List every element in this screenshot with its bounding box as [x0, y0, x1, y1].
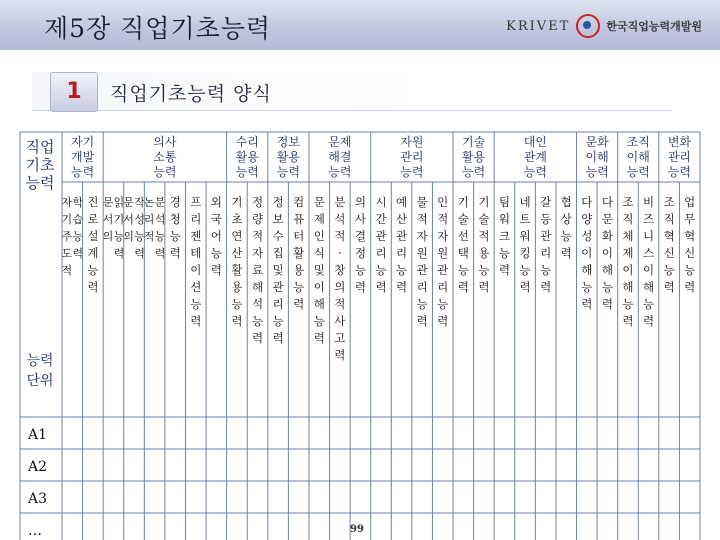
sub-header-char: 등: [540, 212, 552, 226]
sub-header-char: 능: [354, 263, 366, 277]
group-header-label: 기술: [462, 135, 486, 149]
sub-header-char: 용: [478, 246, 490, 260]
sub-header-char: 팀: [498, 195, 511, 209]
sub-header-char: 자: [61, 196, 73, 209]
sub-header-char: 조: [622, 195, 634, 209]
sub-header-char: 능: [272, 314, 284, 328]
group-header-label: 소통: [153, 150, 177, 164]
sub-header-label: [61, 195, 72, 277]
sub-header-char: 용: [231, 280, 243, 294]
sub-header-char: 워: [498, 212, 511, 226]
group-header-label: 능력: [70, 165, 95, 179]
sub-header-label: [273, 195, 285, 345]
sub-header-char: 능: [210, 246, 222, 260]
group-header-label: 활용: [462, 150, 486, 164]
sub-header-char: 력: [354, 280, 366, 294]
group-header-label: 문제: [328, 135, 352, 149]
group-header-label: 관리: [667, 150, 692, 164]
sub-header-char: 관: [375, 229, 387, 243]
sub-header-char: 력: [540, 280, 552, 294]
sub-header-char: 력: [87, 280, 99, 294]
sub-header-char: 청: [169, 212, 181, 226]
sub-header-char: 프: [190, 195, 202, 209]
sub-header-char: 리: [272, 297, 284, 311]
group-header-label: 능력: [153, 165, 177, 179]
sub-header-char: 자: [437, 229, 449, 243]
sub-header-char: 능: [293, 280, 305, 294]
sub-header-char: 석: [154, 213, 166, 226]
sub-header-char: 즈: [642, 212, 655, 226]
sub-header-char: 시: [375, 195, 387, 209]
sub-header-label: [602, 195, 614, 311]
group-header-label: 능력: [462, 165, 486, 179]
sub-header-char: 리: [396, 246, 408, 260]
sub-header-char: 능: [540, 263, 552, 277]
sub-header-char: 능: [231, 297, 243, 311]
sub-header-char: 력: [498, 263, 511, 277]
sub-header-char: 이: [313, 280, 325, 294]
sub-header-char: ·: [338, 246, 342, 260]
group-header-label: 자원: [400, 135, 424, 149]
group-header-label: 정보: [276, 135, 300, 149]
sub-header-char: 국: [210, 212, 222, 226]
group-header-label: 능력: [276, 165, 300, 179]
sub-header-char: 사: [354, 212, 366, 226]
group-header-label: 의사: [153, 135, 177, 149]
group-header-label: 해결: [328, 150, 352, 164]
sub-header-char: 력: [478, 280, 490, 294]
sub-header-char: 적: [416, 212, 428, 226]
sub-header-char: 능: [622, 297, 634, 311]
row-label: A3: [28, 491, 48, 507]
sub-header-char: 초: [231, 212, 243, 226]
sub-header-char: 성: [581, 229, 593, 243]
sub-header-char: 예: [396, 195, 408, 209]
sub-header-char: 능: [154, 230, 166, 243]
sub-header-char: 분: [334, 195, 346, 209]
sub-header-char: 인: [437, 195, 449, 209]
sub-header-char: 관: [416, 263, 428, 277]
sub-header-char: 력: [210, 263, 222, 277]
group-header-label: 능력: [585, 165, 609, 179]
sub-header-char: 력: [293, 297, 305, 311]
sub-header-char: 집: [272, 246, 284, 260]
sub-header-char: 적: [143, 230, 155, 243]
sub-header-char: 스: [642, 246, 655, 260]
group-header-label: 활용: [276, 150, 300, 164]
krivet-logo: [506, 10, 702, 42]
group-header-label: 능력: [667, 165, 692, 179]
sub-header-char: 능: [251, 314, 264, 328]
competency-table: [0, 130, 720, 539]
sub-header-char: 습: [72, 213, 84, 226]
sub-header-char: 관: [437, 263, 449, 277]
group-header-label: 자기: [70, 135, 95, 149]
sub-header-char: 력: [519, 280, 531, 294]
sub-header-label: [499, 195, 510, 277]
sub-header-char: 해: [642, 280, 655, 294]
section-title: 직업기초능력 양식: [110, 83, 272, 105]
sub-header-char: 니: [642, 229, 655, 243]
sub-header-char: 능: [87, 263, 99, 277]
sub-header-char: 력: [396, 280, 408, 294]
sub-header-char: 터: [293, 229, 305, 243]
sub-header-char: 경: [169, 195, 181, 209]
sub-header-char: 결: [354, 229, 366, 243]
sub-header-char: 능: [684, 263, 696, 277]
table-background: [20, 132, 700, 540]
sub-header-label: [581, 195, 593, 311]
sub-header-char: 기: [457, 195, 469, 209]
sub-header-char: 능: [113, 230, 125, 243]
sub-header-char: 설: [87, 229, 99, 243]
sub-header-char: 로: [87, 212, 99, 226]
sub-header-char: 능: [169, 229, 181, 243]
sub-header-char: 물: [416, 195, 428, 209]
sub-header-char: 문: [313, 195, 325, 209]
sub-header-char: 력: [231, 314, 243, 328]
sub-header-char: 기: [231, 195, 243, 209]
sub-header-label: [293, 195, 305, 311]
sub-header-char: 창: [334, 263, 346, 277]
sub-header-char: 수: [272, 229, 284, 243]
sub-header-char: 활: [293, 246, 305, 260]
sub-header-char: 력: [560, 246, 572, 260]
sub-header-char: 능: [134, 230, 145, 243]
sub-header-char: 이: [581, 246, 593, 260]
sub-header-char: 원: [416, 246, 428, 260]
corner-top-label: 직업: [25, 138, 55, 156]
sub-header-label: [144, 196, 155, 243]
sub-header-char: 조: [663, 195, 675, 209]
sub-header-char: 력: [375, 280, 387, 294]
sub-header-char: 해: [313, 297, 325, 311]
sub-header-char: 문: [601, 212, 613, 226]
sub-header-char: 자: [416, 229, 428, 243]
sub-header-char: 의: [354, 195, 366, 209]
corner-top-label: 기초: [25, 156, 55, 174]
sub-header-char: 력: [251, 331, 264, 345]
sub-header-char: 의: [334, 280, 346, 294]
sub-header-char: 고: [334, 331, 346, 345]
sub-header-char: 력: [416, 314, 428, 328]
sub-header-char: 이: [642, 263, 655, 277]
sub-header-char: 다: [601, 195, 613, 209]
sub-header-char: 력: [154, 247, 166, 260]
sub-header-char: 혁: [663, 229, 675, 243]
sub-header-char: 혁: [684, 229, 696, 243]
slide-header: [0, 0, 720, 50]
group-header-label: 변화: [667, 135, 692, 149]
sub-header-char: 테: [190, 246, 202, 260]
sub-header-char: 력: [313, 331, 325, 345]
sub-header-char: 능: [601, 280, 613, 294]
sub-header-char: 제: [313, 212, 325, 226]
sub-header-char: 연: [231, 229, 243, 243]
sub-header-char: 협: [560, 195, 572, 209]
sub-header-char: 이: [622, 263, 634, 277]
sub-header-char: 선: [457, 229, 469, 243]
slide-title: 제5장 직업기초능력: [44, 14, 272, 43]
group-header-label: 조직: [626, 135, 650, 149]
section-number: 1: [50, 72, 98, 112]
sub-header-char: 력: [581, 297, 593, 311]
row-label: A1: [28, 427, 48, 443]
sub-header-char: 직: [622, 212, 634, 226]
sub-header-char: 퓨: [293, 212, 305, 226]
sub-header-char: 계: [87, 246, 99, 260]
sub-header-char: 신: [663, 246, 675, 260]
sub-header-char: 석: [334, 212, 346, 226]
group-header-label: 이해: [626, 150, 650, 164]
sub-header-char: 택: [457, 246, 469, 260]
corner-bottom-label: 단위: [26, 373, 54, 389]
sub-header-char: 사: [334, 314, 346, 328]
sub-header-char: 력: [642, 314, 655, 328]
sub-header-label: [123, 196, 134, 243]
sub-header-char: 문: [123, 196, 134, 209]
sub-header-char: 도: [61, 247, 73, 260]
sub-header-char: 진: [87, 195, 99, 209]
sub-header-char: 기: [61, 213, 73, 226]
sub-header-char: 분: [154, 196, 166, 209]
sub-header-char: 읽: [113, 196, 125, 209]
group-header-label: 이해: [585, 150, 609, 164]
sub-header-char: 기: [113, 213, 125, 226]
sub-header-char: 용: [293, 263, 305, 277]
page-number: 99: [350, 524, 364, 535]
sub-header-char: 능: [642, 297, 655, 311]
group-header-label: 개발: [70, 150, 95, 164]
sub-header-char: 학: [72, 196, 84, 209]
sub-header-char: 식: [313, 246, 325, 260]
sub-header-char: 관: [272, 280, 284, 294]
group-header-label: 문화: [585, 135, 609, 149]
sub-header-char: 제: [622, 246, 634, 260]
sub-header-char: 해: [251, 280, 264, 294]
sub-header-char: 서: [123, 213, 134, 226]
group-header-label: 능력: [235, 165, 259, 179]
sub-header-char: 석: [251, 297, 264, 311]
sub-header-char: 정: [272, 195, 284, 209]
sub-header-char: 적: [437, 212, 449, 226]
group-header-label: 활용: [235, 150, 259, 164]
logo-mark-icon: [576, 14, 600, 38]
sub-header-char: 력: [663, 280, 675, 294]
sub-header-char: 력: [72, 247, 84, 260]
sub-header-char: 력: [684, 280, 696, 294]
sub-header-label: [252, 195, 264, 345]
sub-header-char: 력: [622, 314, 634, 328]
sub-header-char: 의: [123, 230, 134, 243]
sub-header-char: 능: [416, 297, 428, 311]
sub-header-char: 능: [663, 263, 675, 277]
sub-header-char: 리: [416, 280, 428, 294]
logo-latin-text: KRIVET: [506, 18, 571, 34]
sub-header-char: 리: [143, 213, 155, 226]
corner-top-label: 능력: [25, 174, 55, 192]
sub-header-char: 능: [478, 263, 490, 277]
group-header-label: 수리: [235, 135, 259, 149]
row-label: A2: [28, 459, 48, 475]
sub-header-char: 워: [519, 229, 531, 243]
sub-header-char: 력: [134, 247, 145, 260]
sub-header-char: 해: [581, 263, 593, 277]
sub-header-char: 산: [396, 212, 408, 226]
sub-header-char: 보: [272, 212, 284, 226]
sub-header-char: 능: [457, 263, 469, 277]
group-header-label: 대인: [523, 135, 547, 149]
sub-header-char: 능: [313, 314, 325, 328]
sub-header-char: 능: [190, 297, 202, 311]
sub-header-char: 직: [663, 212, 675, 226]
sub-header-char: 능: [396, 263, 408, 277]
sub-header-char: 료: [251, 263, 264, 277]
group-header-label: 능력: [626, 165, 650, 179]
sub-header-label: [211, 195, 222, 277]
sub-header-char: 문: [102, 196, 114, 209]
sub-header-char: 리: [437, 280, 449, 294]
sub-header-char: 다: [581, 195, 593, 209]
sub-header-char: 원: [437, 246, 449, 260]
sub-header-char: 능: [375, 263, 387, 277]
sub-header-char: 능: [72, 230, 84, 243]
sub-header-char: 젠: [190, 229, 202, 243]
sub-header-char: 술: [457, 212, 469, 226]
group-header-label: 능력: [328, 165, 352, 179]
sub-header-char: 능: [581, 280, 593, 294]
sub-header-char: 리: [375, 246, 387, 260]
sub-header-char: 네: [519, 195, 531, 209]
sub-header-label: [314, 195, 325, 345]
sub-header-label: [103, 196, 114, 243]
sub-header-char: 인: [313, 229, 325, 243]
sub-header-char: 관: [540, 229, 552, 243]
group-header-label: 관계: [523, 150, 547, 164]
sub-header-char: 력: [437, 314, 449, 328]
sub-header-char: 량: [251, 212, 264, 226]
sub-header-char: 크: [498, 229, 511, 243]
sub-header-char: 력: [601, 297, 613, 311]
sub-header-char: 체: [622, 229, 634, 243]
sub-header-char: 및: [272, 263, 284, 277]
sub-header-char: 리: [190, 212, 202, 226]
sub-header-char: 비: [642, 195, 655, 209]
group-header-label: 능력: [400, 165, 424, 179]
sub-header-char: 간: [375, 212, 387, 226]
group-header-label: 관리: [400, 150, 424, 164]
sub-header-char: 능: [560, 229, 572, 243]
sub-header-char: 및: [313, 263, 325, 277]
sub-header-char: 상: [560, 212, 572, 226]
logo-korean-text: 한국직업능력개발원: [606, 20, 702, 33]
sub-header-char: 킹: [519, 246, 531, 260]
sub-header-char: 정: [354, 246, 366, 260]
sub-header-char: 트: [519, 212, 531, 226]
sub-header-char: 화: [601, 229, 613, 243]
sub-header-char: 이: [601, 246, 613, 260]
sub-header-char: 관: [396, 229, 408, 243]
sub-header-char: 적: [334, 229, 346, 243]
sub-header-char: 무: [684, 212, 696, 226]
sub-header-char: 력: [272, 331, 284, 345]
sub-header-char: 외: [210, 195, 222, 209]
sub-header-char: 갈: [540, 195, 552, 209]
group-header-label: 능력: [523, 165, 547, 179]
sub-header-char: 적: [478, 229, 490, 243]
sub-header-char: 산: [231, 246, 243, 260]
sub-header-char: 해: [601, 263, 613, 277]
sub-header-char: 기: [478, 195, 490, 209]
sub-header-char: 어: [210, 229, 222, 243]
sub-header-char: 해: [622, 280, 634, 294]
sub-header-char: 업: [684, 195, 696, 209]
sub-header-char: 술: [478, 212, 490, 226]
sub-header-char: 적: [334, 297, 346, 311]
sub-header-char: 컴: [293, 195, 305, 209]
row-label: …: [28, 523, 42, 539]
sub-header-char: 정: [251, 195, 264, 209]
sub-header-char: 적: [251, 229, 264, 243]
sub-header-char: 력: [457, 280, 469, 294]
sub-header-char: 양: [581, 212, 593, 226]
sub-header-char: 력: [113, 247, 125, 260]
sub-header-char: 력: [190, 314, 202, 328]
sub-header-char: 활: [231, 263, 243, 277]
sub-header-char: 능: [519, 263, 531, 277]
sub-header-char: 력: [169, 246, 181, 260]
sub-header-char: 의: [102, 230, 114, 243]
corner-bottom-label: 능력: [26, 353, 54, 369]
sub-header-char: 션: [190, 280, 202, 294]
sub-header-char: 신: [684, 246, 696, 260]
sub-header-char: 성: [134, 213, 145, 226]
sub-header-char: 자: [251, 246, 264, 260]
sub-header-char: 능: [437, 297, 449, 311]
sub-header-char: 논: [143, 196, 155, 209]
sub-header-char: 력: [334, 348, 346, 362]
sub-header-char: 능: [498, 246, 511, 260]
sub-header-char: 적: [61, 264, 73, 277]
sub-header-char: 작: [134, 196, 145, 209]
sub-header-char: 서: [102, 213, 114, 226]
sub-header-char: 리: [540, 246, 552, 260]
sub-header-char: 주: [61, 230, 73, 243]
sub-header-char: 이: [190, 263, 202, 277]
